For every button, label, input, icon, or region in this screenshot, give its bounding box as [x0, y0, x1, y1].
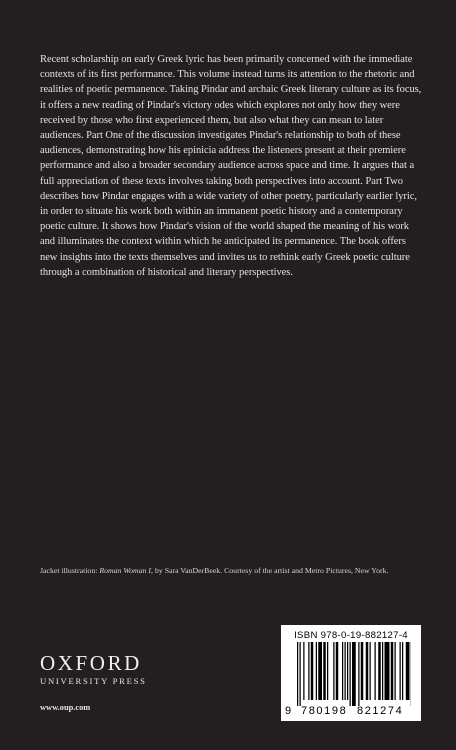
publisher-subname: UNIVERSITY PRESS [40, 676, 147, 686]
barcode-bar [297, 642, 298, 706]
barcode-bar [350, 642, 351, 706]
barcode-bar [327, 642, 328, 700]
barcode-bar [382, 642, 383, 700]
publisher-name: OXFORD [40, 651, 142, 675]
barcode-bar [378, 642, 381, 700]
barcode-bar [345, 642, 346, 700]
barcode-bar [402, 642, 403, 700]
barcode-bar [311, 642, 314, 700]
barcode-bar [385, 642, 390, 700]
barcode-bar [303, 642, 304, 700]
barcode-bar [300, 642, 301, 706]
credit-suffix: , by Sara VanDerBeek. Courtesy of the artist and Metro Pictures, New York. [151, 566, 389, 575]
barcode-bars [293, 642, 411, 706]
barcode-bar [352, 642, 356, 706]
publisher-website: www.oup.com [40, 703, 91, 712]
barcode-bar [406, 642, 410, 700]
credit-work-title: Roman Woman I [99, 566, 152, 575]
barcode-bar [370, 642, 371, 700]
barcode-bar [400, 642, 401, 700]
barcode-bar [366, 642, 369, 700]
barcode-bar [342, 642, 343, 700]
barcode-bar [391, 642, 394, 700]
oxford-logo [40, 652, 147, 686]
barcode-bar [395, 642, 396, 700]
jacket-illustration-credit [40, 564, 422, 577]
barcode-bar [375, 642, 376, 700]
barcode-bar [347, 642, 348, 700]
barcode-lead-digit: 9 [285, 705, 292, 717]
barcode-bar [316, 642, 317, 700]
barcode-bar [358, 642, 359, 706]
barcode-left-digits: 780198 [301, 705, 348, 717]
barcode-bar [336, 642, 339, 700]
barcode-right-digits: 821274 [357, 705, 404, 717]
isbn-label: ISBN 978-0-19-882127-4 [294, 630, 408, 641]
barcode-bar [318, 642, 322, 700]
book-description: Recent scholarship on early Greek lyric has been primarily concerned with the immediate contexts of its first performance. This volume instead turns its attention to the rhetoric and realities of poetic permanence. Taking Pindar and archaic Greek literary culture as its focus, it offers a new reading of Pindar's victory odes which explores not only how they were received by those who first experienced them, but also what they can mean to later audiences. Part One of the discussion investigates Pindar's relationship to both of these audiences, demonstrating how his epinicia address the listeners present at their premiere performance and also a broader secondary audience across space and time. It argues that a full appreciation of these texts involves taking both perspectives into account. Part Two describes how Pindar engages with a wide variety of other poetry, particularly earlier lyric, in order to situate his work both within an immanent poetic history and a contemporary poetic culture. It shows how Pindar's vision of the world shaped the meaning of his work and illuminates the context within which he anticipated its permanence. The book offers new insights into the texts themselves and invites us to rethink early Greek poetic culture through a combination of historical and literary perspectives. [40, 54, 422, 278]
barcode-bar [308, 642, 309, 700]
barcode-bar [333, 642, 334, 700]
barcode-bar [323, 642, 326, 700]
barcode-bar [361, 642, 364, 700]
credit-prefix: Jacket illustration: [40, 566, 100, 575]
isbn-barcode [281, 625, 421, 721]
